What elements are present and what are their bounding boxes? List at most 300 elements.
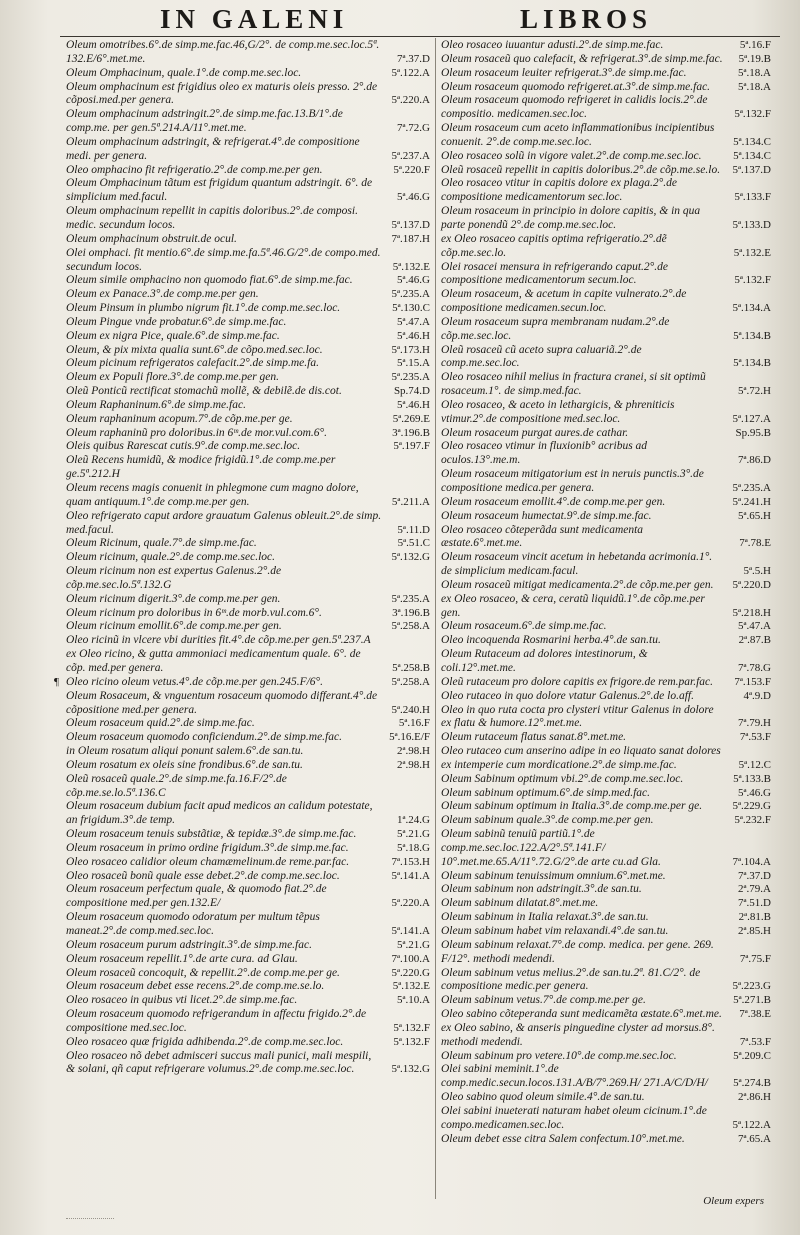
- entry-reference: 5ª.134.B: [733, 357, 771, 370]
- entry-reference: 2ª.81.B: [738, 911, 771, 924]
- index-entry: [441, 967, 771, 995]
- entry-reference: 5ª.220.F: [393, 163, 430, 176]
- running-head-left: IN GALENI: [160, 4, 349, 34]
- index-entry: [66, 247, 430, 275]
- entry-text: Oleum sabinum in Italia relaxat.3°.de san.tu.: [441, 911, 649, 924]
- index-entry: [441, 745, 771, 773]
- entry-text: Oleum rosatum ex oleis sine frondibus.6°.de san.tu.: [66, 758, 303, 771]
- index-entry: [441, 731, 771, 745]
- entry-reference: 5ª.18.A: [738, 80, 771, 93]
- entry-text: Oleum rosaceum emollit.4°.de comp.me.per gen.: [441, 495, 666, 508]
- entry-reference: 5ª.223.G: [732, 980, 771, 993]
- entry-reference: 5ª.240.H: [391, 703, 430, 716]
- entry-text: Oleum sabinum tenuissimum omnium.6°.met.me.: [441, 869, 666, 882]
- entry-reference: 5ª.18.G: [397, 841, 430, 854]
- entry-reference: 5ª.47.A: [397, 315, 430, 328]
- running-head-right: LIBROS: [520, 4, 653, 34]
- index-entry: [441, 648, 771, 676]
- entry-reference: 5ª.274.B: [733, 1077, 771, 1090]
- index-entry: [66, 607, 430, 621]
- entry-reference: 5ª.220.A: [391, 94, 430, 107]
- entry-text: Oleum sabinum relaxat.7°.de comp. medica. per gene. 269. F/12°. methodi medendi.: [441, 938, 714, 965]
- entry-text: Oleo rosaceo solũ in vigore valet.2°.de comp.me.sec.loc.: [441, 149, 702, 162]
- entry-reference: 5ª.122.A: [732, 1118, 771, 1131]
- entry-reference: 1ª.24.G: [397, 814, 430, 827]
- entry-text: Oleum Raphaninum.6°.de simp.me.fac.: [66, 398, 246, 411]
- entry-reference: 7ª.53.F: [739, 1035, 771, 1048]
- entry-text: Oleum rosaceum quomodo refrigerandum in affectu frigido.2°.de compositione med.sec.loc.: [66, 1008, 367, 1034]
- entry-text: Oleum rosaceum vincit acetum in hebetanda acrimonia.1°. de simplicium medicam.facul.: [441, 551, 713, 578]
- index-entry: [66, 274, 430, 288]
- entry-text: Oleo sabino quod oleum simile.4°.de san.tu.: [441, 1091, 645, 1104]
- entry-reference: 5ª.132.E: [733, 246, 771, 259]
- entry-text: Oleum sabinum vetus.7°.de comp.me.per ge.: [441, 994, 646, 1007]
- index-entry: [441, 828, 771, 870]
- entry-reference: 7ª.78.E: [739, 537, 771, 550]
- entry-text: Oleum sabinũ tenuiũ partiũ.1°.de comp.me.sec.loc.122.A/2°.5ª.141.F/ 10°.met.me.65.A/11°.72.G/2°.de arte cu.ad Gla.: [441, 828, 661, 868]
- entry-reference: 5ª.47.A: [738, 620, 771, 633]
- entry-text: Oleo ricinũ in vlcere vbi durities fit.4°.de cõp.me.per gen.5ª.237.A: [66, 634, 371, 647]
- index-entry: [441, 468, 771, 496]
- index-entry: [441, 510, 771, 524]
- entry-text: Oleum, & pix mixta qualia sunt.6°.de cõpo.med.sec.loc.: [66, 343, 323, 356]
- index-entry: [441, 427, 771, 441]
- entry-reference: 5ª.235.A: [391, 371, 430, 384]
- entry-text: Oleum rosaceũ quo calefacit, & refrigerat.3°.de simp.me.fac.: [441, 52, 723, 65]
- entry-text: Oleum rutaceum flatus sanat.8°.met.me.: [441, 731, 627, 744]
- entry-reference: 5ª.132.F: [393, 1035, 430, 1048]
- index-entry: [441, 67, 771, 81]
- entry-reference: 2ª.79.A: [738, 883, 771, 896]
- entry-reference: 5ª.218.H: [732, 606, 771, 619]
- entry-text: Oleum sabinum vetus melius.2°.de san.tu.2ª. 81.C/2°. de compositione medic.per genera.: [441, 966, 701, 993]
- index-entry: [66, 302, 430, 316]
- header-rule: [60, 36, 780, 37]
- index-entry: [441, 690, 771, 704]
- index-entry: [441, 1022, 771, 1050]
- catchword: Oleum expers: [703, 1195, 764, 1207]
- entry-reference: 5ª.258.A: [391, 675, 430, 688]
- index-entry: [66, 330, 430, 344]
- index-entry: [441, 122, 771, 150]
- index-entry: [66, 745, 430, 759]
- entry-reference: 5ª.122.A: [391, 66, 430, 79]
- entry-text: Oleum Omphacinum, quale.1°.de comp.me.sec.loc.: [66, 66, 302, 79]
- index-entry: [441, 316, 771, 344]
- entry-reference: 7ª.51.D: [738, 897, 771, 910]
- index-entry: [66, 233, 430, 247]
- entry-reference: 5ª.127.A: [732, 412, 771, 425]
- entry-reference: 5ª.220.G: [391, 966, 430, 979]
- index-entry: [66, 551, 430, 565]
- index-entry: [441, 1063, 771, 1091]
- entry-reference: 5ª.51.C: [397, 537, 430, 550]
- index-entry: [441, 911, 771, 925]
- entry-reference: 5ª.137.D: [391, 218, 430, 231]
- entry-reference: 5ª.141.A: [391, 925, 430, 937]
- entry-reference: 5ª.16.E/F: [389, 731, 430, 744]
- index-entry: [66, 593, 430, 607]
- entry-reference: 5ª.11.D: [397, 523, 430, 536]
- index-entry: [441, 773, 771, 787]
- entry-reference: 2ª.98.H: [397, 758, 430, 771]
- entry-text: Oleum rosaceum purum adstringit.3°.de simp.me.fac.: [66, 938, 312, 951]
- entry-reference: 5ª.211.A: [391, 495, 430, 508]
- index-entry: [441, 676, 771, 690]
- entry-text: Olei sabini meminit.1°.de comp.medic.secun.locos.131.A/B/7°.269.H/ 271.A/C/D/H/: [441, 1063, 708, 1090]
- index-entry: [66, 537, 430, 551]
- entry-reference: 5ª.173.H: [391, 343, 430, 356]
- entry-reference: 7ª.86.D: [738, 454, 771, 467]
- entry-text: Oleum rosaceum debet esse recens.2°.de comp.me.se.lo.: [66, 980, 325, 993]
- index-entry: [66, 883, 430, 911]
- entry-reference: 5ª.130.C: [392, 302, 430, 315]
- entry-text: Oleo omphacino fit refrigeratio.2°.de comp.me.per gen.: [66, 163, 323, 176]
- entry-reference: 5ª.132.E: [392, 260, 430, 273]
- entry-text: Oleo rosaceo iuuantur adusti.2°.de simp.me.fac.: [441, 39, 664, 51]
- entry-text: Oleo rosaceo calidior oleum chamæmelinum.de reme.par.fac.: [66, 855, 350, 868]
- entry-text: Oleum debet esse citra Salem confectum.10°.met.me.: [441, 1132, 685, 1145]
- index-entry: [66, 565, 430, 593]
- entry-text: Oleum ricinum emollit.6°.de comp.me.per gen.: [66, 620, 282, 633]
- index-entry: [66, 967, 430, 981]
- entry-reference: 2ª.87.B: [738, 634, 771, 647]
- index-entry: [441, 800, 771, 814]
- index-entry: [66, 344, 430, 358]
- entry-reference: 5ª.258.B: [392, 661, 430, 674]
- index-entry: [441, 1091, 771, 1105]
- index-entry: [66, 454, 430, 482]
- entry-text: Oleum rosaceum.6°.de simp.me.fac.: [441, 620, 607, 633]
- entry-text: Oleum Pingue vnde probatur.6°.de simp.me.fac.: [66, 315, 287, 328]
- entry-text: Oleo rosaceo, & aceto in lethargicis, & phreniticis vtimur.2°.de compositione med.sec.loc.: [441, 398, 675, 425]
- entry-reference: 5ª.19.B: [738, 52, 771, 65]
- index-entry: [66, 773, 430, 801]
- entry-reference: 5ª.141.A: [391, 869, 430, 882]
- entry-text: Oleum raphaninũ pro doloribus.in 6ᵐ.de mor.vul.com.6°.: [66, 426, 328, 439]
- entry-reference: 7ª.153.F: [734, 675, 771, 688]
- index-entry: [66, 634, 430, 648]
- entry-text: Oleo in quo ruta cocta pro clysteri vtitur Galenus in dolore ex flatu & humore.12°.met.me.: [441, 703, 714, 730]
- pilcrow-mark: ¶: [54, 675, 59, 688]
- entry-text: Oleum rosaceum in principio in dolore capitis, & in qua parte ponendũ 2°.de comp.me.sec.loc.: [441, 205, 701, 231]
- entry-reference: 7ª.187.H: [391, 232, 430, 245]
- entry-text: Oleum ricinum, quale.2°.de comp.me.sec.loc.: [66, 551, 275, 564]
- entry-reference: 7ª.65.A: [738, 1132, 771, 1145]
- entry-text: Oleo rosaceo nihil melius in fractura cranei, si sit optimũ rosaceum.1°. de simp.med.fac.: [441, 371, 706, 398]
- entry-text: Oleũ rutaceum pro dolore capitis ex frigore.de rem.par.fac.: [441, 675, 714, 688]
- entry-text: Oleum Sabinum optimum vbi.2°.de comp.me.sec.loc.: [441, 772, 684, 785]
- index-entry: [441, 81, 771, 95]
- entry-text: Oleum ricinum non est expertus Galenus.2°.de cõp.me.sec.lo.5ª.132.G: [66, 565, 282, 591]
- entry-reference: 5ª.133.D: [732, 218, 771, 231]
- index-entry: [66, 828, 430, 842]
- index-entry: [66, 108, 430, 136]
- entry-text: in Oleum rosatum aliqui ponunt salem.6°.de san.tu.: [66, 745, 304, 758]
- entry-text: Oleum sabinum optimum.6°.de simp.med.fac.: [441, 786, 651, 799]
- entry-reference: 5ª.46.G: [397, 274, 430, 287]
- index-entry: [66, 440, 430, 454]
- entry-text: Oleum sabinum non adstringit.3°.de san.tu.: [441, 883, 642, 896]
- entry-reference: 5ª.133.B: [733, 772, 771, 785]
- entry-text: Oleum rosaceum quomodo odoratum per multum tẽpus maneat.2°.de comp.med.sec.loc.: [66, 911, 320, 937]
- index-entry: [66, 316, 430, 330]
- index-entry: [66, 800, 430, 828]
- index-entry: [441, 150, 771, 164]
- index-entry: [441, 814, 771, 828]
- entry-text: ex Oleo rosaceo, & cera, ceratũ liquidũ.1°.de cõp.me.per gen.: [441, 592, 705, 619]
- entry-reference: 5ª.209.C: [733, 1049, 771, 1062]
- entry-reference: 5ª.235.A: [391, 592, 430, 605]
- entry-text: Oleum rosaceum quomodo conficiendum.2°.de simp.me.fac.: [66, 731, 342, 744]
- entry-reference: 5ª.134.C: [733, 135, 771, 148]
- index-entry: [441, 870, 771, 884]
- entry-reference: 5ª.15.A: [397, 357, 430, 370]
- entry-text: Oleũ rosaceũ quale.2°.de simp.me.fa.16.F/2°.de cõp.me.se.lo.5ª.136.C: [66, 772, 287, 799]
- entry-reference: 5ª.18.A: [738, 66, 771, 79]
- entry-text: Oleum simile omphacino non quomodo fiat.6°.de simp.me.fac.: [66, 274, 353, 287]
- index-entry: [66, 39, 430, 67]
- index-entry: [66, 164, 430, 178]
- entry-text: ex Oleo rosaceo capitis optima refrigeratio.2°.dẽ cõp.me.sec.lo.: [441, 232, 667, 259]
- entry-text: Oleum rosaceum purgat aures.de cathar.: [441, 426, 629, 439]
- entry-reference: 2ª.98.H: [397, 745, 430, 758]
- entry-text: Oleum Rosaceum, & vnguentum rosaceum quomodo differant.4°.de cõpositione med.per genera.: [66, 689, 378, 716]
- entry-reference: 5ª.137.D: [732, 163, 771, 176]
- entry-reference: 3ª.196.B: [392, 426, 430, 439]
- index-entry: [441, 787, 771, 801]
- entry-reference: 7ª.37.D: [397, 52, 430, 65]
- entry-reference: 5ª.72.H: [738, 385, 771, 398]
- entry-text: Oleum recens magis conuenit in phlegmone cum magno dolore, quam antiquum.1°.de comp.me.per gen.: [66, 482, 359, 508]
- entry-reference: 7ª.79.H: [738, 717, 771, 730]
- entry-text: Oleo sabino cõteperanda sunt medicamẽta æstate.6°.met.me.: [441, 1008, 722, 1021]
- index-entry: [441, 371, 771, 399]
- index-entry: [441, 94, 771, 122]
- entry-reference: 3ª.196.B: [392, 606, 430, 619]
- index-entry: [66, 870, 430, 884]
- entry-text: Oleum rosaceũ concoquit, & repellit.2°.de comp.me.per ge.: [66, 966, 340, 979]
- entry-reference: 7ª.104.A: [732, 855, 771, 868]
- entry-reference: 5ª.134.C: [733, 149, 771, 162]
- index-entry: [441, 1008, 771, 1022]
- entry-text: ex Oleo sabino, & anseris pinguedine clyster ad morsus.8°. methodi medendi.: [441, 1021, 715, 1048]
- entry-reference: 5ª.21.G: [397, 828, 430, 841]
- index-entry: [66, 953, 430, 967]
- entry-reference: 5ª.132.F: [393, 1021, 430, 1034]
- entry-reference: 5ª.133.F: [734, 191, 771, 204]
- entry-reference: 5ª.5.H: [743, 565, 771, 578]
- index-entry: [441, 897, 771, 911]
- index-entry: [54, 675, 430, 690]
- index-entry: [441, 634, 771, 648]
- entry-reference: 7ª.53.F: [739, 731, 771, 744]
- entry-text: Oleum rosaceum humectat.9°.de simp.me.fac.: [441, 509, 652, 522]
- entry-reference: 5ª.16.F: [739, 39, 771, 51]
- entry-reference: Sp.74.D: [393, 385, 430, 398]
- decorative-footer-mark: [66, 1218, 114, 1231]
- left-index-column: [54, 39, 430, 1077]
- entry-text: Oleum sabinum quale.3°.de comp.me.per gen.: [441, 814, 654, 827]
- entry-reference: 5ª.46.G: [397, 191, 430, 204]
- index-entry: [66, 980, 430, 994]
- index-entry: [441, 399, 771, 427]
- index-entry: [66, 413, 430, 427]
- entry-reference: 5ª.269.E: [392, 412, 430, 425]
- entry-text: Oleũ rosaceũ cũ aceto supra caluariã.2°.de comp.me.sec.loc.: [441, 343, 642, 370]
- index-entry: [441, 524, 771, 552]
- index-entry: [66, 911, 430, 939]
- index-entry: [441, 994, 771, 1008]
- entry-text: ex Oleo ricino, & gutta ammoniaci medicamentum quale. 6°. de cõp. med.per genera.: [66, 648, 361, 674]
- entry-text: Oleum rosaceum, & acetum in capite vulnerato.2°.de compositione medicamen.secun.loc.: [441, 288, 687, 315]
- index-entry: [66, 731, 430, 745]
- index-entry: [441, 288, 771, 316]
- entry-text: Oleum omphacinum est frigidius oleo ex maturis oleis presso. 2°.de cõposi.med.per genera.: [66, 80, 378, 107]
- entry-text: Oleo rosaceo in quibus vti licet.2°.de simp.me.fac.: [66, 994, 298, 1007]
- entry-reference: 7ª.100.A: [391, 952, 430, 965]
- entry-reference: 5ª.132.G: [391, 551, 430, 564]
- index-entry: [441, 440, 771, 468]
- index-entry: [441, 1105, 771, 1133]
- index-entry: [66, 67, 430, 81]
- index-entry: [441, 39, 771, 53]
- entry-reference: 5ª.132.F: [734, 108, 771, 121]
- entry-reference: 7ª.72.G: [397, 122, 430, 135]
- entry-text: Oleum raphaninum acopum.7°.de cõp.me.per ge.: [66, 412, 293, 425]
- index-entry: [66, 690, 430, 718]
- index-entry: [66, 510, 430, 538]
- entry-reference: 7ª.37.D: [738, 869, 771, 882]
- index-entry: [441, 551, 771, 579]
- entry-text: Oleo rosaceo vtitur in capitis dolore ex plaga.2°.de compositione medicamentorum sec.loc.: [441, 177, 677, 204]
- entry-text: Oleum rosaceum perfectum quale, & quomodo fiat.2°.de compositione med.per gen.132.E/: [66, 883, 327, 910]
- index-entry: [441, 164, 771, 178]
- entry-reference: 5ª.258.A: [391, 620, 430, 633]
- index-entry: [441, 620, 771, 634]
- index-entry: [66, 177, 430, 205]
- entry-reference: 5ª.134.B: [733, 329, 771, 342]
- entry-text: Olei omphaci. fit mentio.6°.de simp.me.fa.5ª.46.G/2°.de compo.med. secundum locos.: [66, 246, 381, 273]
- index-entry: [66, 856, 430, 870]
- entry-reference: 5ª.271.B: [733, 994, 771, 1007]
- index-entry: [441, 233, 771, 261]
- entry-text: Oleo incoquenda Rosmarini herba.4°.de san.tu.: [441, 634, 661, 647]
- entry-text: Oleum ricinum pro doloribus in 6ᵐ.de morb.vul.com.6°.: [66, 606, 322, 619]
- entry-text: Oleum Ricinum, quale.7°.de simp.me.fac.: [66, 537, 257, 550]
- entry-reference: 7ª.153.H: [391, 855, 430, 868]
- entry-text: Oleum omphacinum obstruit.de ocul.: [66, 232, 237, 245]
- entry-text: Oleum sabinum habet vim relaxandi.4°.de san.tu.: [441, 925, 669, 937]
- index-entry: [441, 205, 771, 233]
- index-entry: [66, 81, 430, 109]
- entry-reference: 5ª.134.A: [732, 302, 771, 315]
- index-entry: [66, 717, 430, 731]
- entry-text: Oleo rutaceo cum anserino adipe in eo liquato sanat dolores ex intemperie cum mordicatione.2°.de simp.me.fac.: [441, 745, 721, 771]
- index-entry: [441, 939, 771, 967]
- entry-reference: 5ª.65.H: [738, 509, 771, 522]
- entry-text: Oleis quibus Rarescat cutis.9°.de comp.me.sec.loc.: [66, 440, 301, 453]
- entry-reference: 5ª.241.H: [732, 495, 771, 508]
- entry-reference: 5ª.46.H: [397, 398, 430, 411]
- entry-reference: 7ª.38.E: [739, 1008, 771, 1021]
- index-entry: [441, 344, 771, 372]
- entry-text: Oleũ rosaceũ repellit in capitis doloribus.2°.de cõp.me.se.lo.: [441, 163, 721, 176]
- entry-text: Oleum sabinum dilatat.8°.met.me.: [441, 897, 599, 910]
- entry-reference: 5ª.16.F: [398, 717, 430, 730]
- entry-reference: 2ª.86.H: [738, 1091, 771, 1104]
- entry-reference: 5ª.197.F: [393, 440, 430, 453]
- index-entry: [66, 288, 430, 302]
- entry-reference: 7ª.75.F: [739, 952, 771, 965]
- entry-text: Oleum ex Panace.3°.de comp.me.per gen.: [66, 288, 259, 301]
- index-entry: [66, 385, 430, 399]
- entry-text: Oleum omotribes.6°.de simp.me.fac.46,G/2°. de comp.me.sec.loc.5ª. 132.E/6°.met.me.: [66, 39, 380, 65]
- entry-reference: 4ª.9.D: [743, 689, 771, 702]
- index-entry: [441, 704, 771, 732]
- entry-reference: 5ª.10.A: [397, 994, 430, 1007]
- index-entry: [441, 261, 771, 289]
- entry-text: Oleum rosaceum in primo ordine frigidum.3°.de simp.me.fac.: [66, 841, 349, 854]
- entry-reference: 5ª.46.H: [397, 329, 430, 342]
- entry-text: Oleum rosaceum supra membranam nudam.2°.de cõp.me.sec.loc.: [441, 315, 670, 342]
- index-entry: [441, 1133, 771, 1147]
- entry-reference: 2ª.85.H: [738, 925, 771, 937]
- entry-reference: 5ª.237.A: [391, 149, 430, 162]
- entry-reference: 5ª.46.G: [738, 786, 771, 799]
- entry-text: Oleo rosaceũ bonũ quale esse debet.2°.de comp.me.sec.loc.: [66, 869, 340, 882]
- entry-text: Oleum ex nigra Pice, quale.6°.de simp.me.fac.: [66, 329, 280, 342]
- index-entry: [66, 994, 430, 1008]
- entry-text: Oleum Omphacinum tãtum est frigidum quantum adstringit. 6°. de simplicium med.facul.: [66, 177, 373, 204]
- index-entry: [66, 371, 430, 385]
- entry-text: Oleo ricino oleum vetus.4°.de cõp.me.per gen.245.F/6°.: [66, 675, 324, 688]
- entry-text: Oleum rosaceum tenuis substãtiæ, & tepidæ.3°.de simp.me.fac.: [66, 828, 357, 841]
- index-entry: [66, 648, 430, 676]
- entry-text: Oleo rosaceo vtimur in fluxionib° acribus ad oculos.13°.me.m.: [441, 440, 648, 467]
- entry-text: Oleum rosaceum quid.2°.de simp.me.fac.: [66, 717, 255, 730]
- index-entry: [66, 1050, 430, 1078]
- index-entry: [441, 925, 771, 939]
- column-divider: [435, 38, 436, 1199]
- entry-text: Oleum ricinum digerit.3°.de comp.me.per gen.: [66, 592, 281, 605]
- index-entry: [441, 883, 771, 897]
- index-entry: [66, 842, 430, 856]
- index-entry: [441, 593, 771, 621]
- entry-reference: 5ª.132.G: [391, 1063, 430, 1076]
- entry-text: Oleum rosaceum leuiter refrigerat.3°.de simp.me.fac.: [441, 66, 687, 79]
- index-entry: [441, 579, 771, 593]
- entry-text: Oleum rosaceum repellit.1°.de arte cura. ad Glau.: [66, 952, 298, 965]
- entry-text: Oleo rutaceo in quo dolore vtatur Galenus.2°.de lo.aff.: [441, 689, 694, 702]
- entry-reference: Sp.95.B: [735, 426, 771, 439]
- index-entry: [66, 427, 430, 441]
- entry-reference: 7ª.78.G: [738, 661, 771, 674]
- entry-reference: 5ª.12.C: [738, 758, 771, 771]
- entry-reference: 5ª.21.G: [397, 938, 430, 951]
- entry-text: Oleo refrigerato caput ardore grauatum Galenus obleuit.2°.de simp. med.facul.: [66, 509, 382, 536]
- index-entry: [66, 399, 430, 413]
- index-entry: [66, 1008, 430, 1036]
- entry-reference: 5ª.220.A: [391, 897, 430, 910]
- entry-text: Oleum rosaceum mitigatorium est in neruis punctis.3°.de compositione medica.per genera.: [441, 468, 704, 494]
- index-entry: [66, 136, 430, 164]
- entry-text: Oleum omphacinum adstringit.2°.de simp.me.fac.13.B/1°.de comp.me. per gen.5ª.214.A/11°.met.me.: [66, 108, 343, 135]
- entry-reference: 5ª.132.F: [734, 274, 771, 287]
- entry-text: Oleum Pinsum in plumbo nigrum fit.1°.de comp.me.sec.loc.: [66, 302, 341, 315]
- entry-text: Oleo rosaceo quæ frigida adhibenda.2°.de comp.me.sec.loc.: [66, 1035, 344, 1048]
- entry-text: Oleum rosaceum dubium facit apud medicos an calidum potestate, an frigidum.3°.de temp.: [66, 800, 373, 827]
